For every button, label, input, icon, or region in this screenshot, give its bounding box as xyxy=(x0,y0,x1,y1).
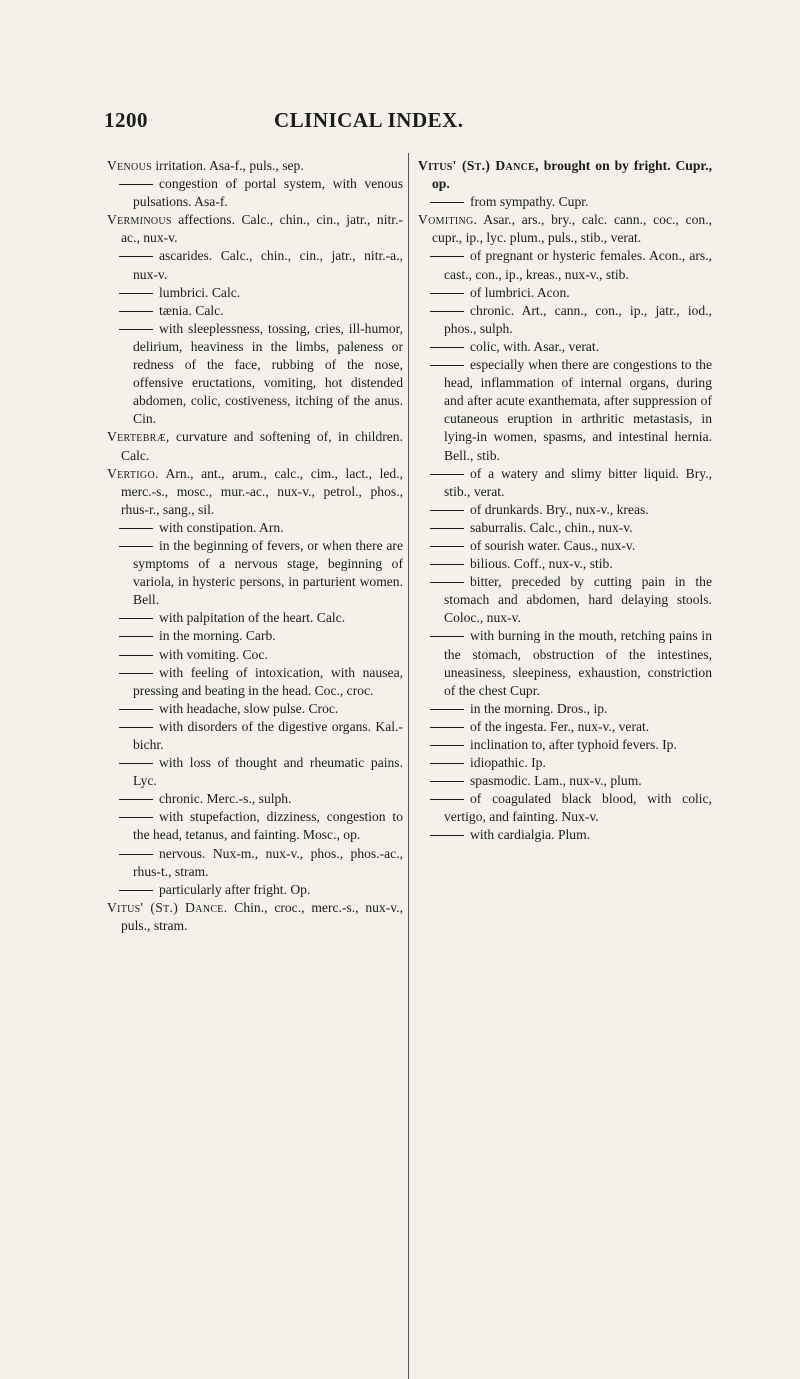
index-subentry xyxy=(418,826,712,844)
index-entry xyxy=(107,428,403,464)
index-subentry xyxy=(107,519,403,537)
index-subtext: of lumbrici. Acon. xyxy=(470,284,570,300)
index-subentry xyxy=(418,627,712,699)
index-entry xyxy=(107,899,403,935)
index-term: Venous xyxy=(107,158,152,173)
index-subentry xyxy=(418,718,712,736)
index-subentry xyxy=(107,664,403,700)
index-text: curvature and softening of, in children. Calc. xyxy=(121,429,403,463)
index-subentry xyxy=(107,754,403,790)
index-subtext: of the ingesta. Fer., nux-v., verat. xyxy=(470,718,650,734)
index-text: Chin., croc., merc.-s., nux-v., puls., stram. xyxy=(121,899,403,933)
index-subentry xyxy=(107,247,403,283)
index-subtext: in the morning. Carb. xyxy=(159,628,276,644)
index-subtext: especially when there are congestions to the head, inflammation of internal organs, during and after acute exanthemata, after suppression of cutaneous eruption in arthritic metastasis, in lying-in women, spasms, and intestinal hernia. Bell., stib. xyxy=(444,357,712,463)
index-subentry xyxy=(418,754,712,772)
index-subentry xyxy=(418,573,712,627)
index-subtext: of pregnant or hysteric females. Acon., ars., cast., con., ip., kreas., nux-v., stib. xyxy=(444,248,712,282)
index-entry xyxy=(107,465,403,519)
index-entry xyxy=(418,157,712,193)
index-subentry xyxy=(107,537,403,609)
index-subentry xyxy=(107,609,403,627)
index-subentry xyxy=(107,790,403,808)
index-text: brought on by fright. Cupr., op. xyxy=(432,158,712,192)
index-subentry xyxy=(107,646,403,664)
index-subentry xyxy=(107,320,403,429)
index-subtext: in the morning. Dros., ip. xyxy=(470,700,608,716)
index-subtext: with constipation. Arn. xyxy=(159,519,284,535)
index-subtext: bilious. Coff., nux-v., stib. xyxy=(470,556,613,572)
page-number: 1200 xyxy=(104,108,148,132)
index-subtext: of drunkards. Bry., nux-v., kreas. xyxy=(470,501,649,517)
index-subtext: tænia. Calc. xyxy=(159,302,224,318)
index-entry xyxy=(107,157,403,175)
index-subentry xyxy=(107,175,403,211)
index-subentry xyxy=(418,537,712,555)
index-entry xyxy=(418,211,712,247)
index-subentry xyxy=(418,302,712,338)
index-subtext: of coagulated black blood, with colic, vertigo, and fainting. Nux-v. xyxy=(444,791,712,825)
left-column xyxy=(107,157,403,935)
index-subtext: from sympathy. Cupr. xyxy=(470,194,589,210)
index-subentry xyxy=(107,808,403,844)
index-subentry xyxy=(418,790,712,826)
index-subentry xyxy=(418,736,712,754)
index-subtext: of a watery and slimy bitter liquid. Bry., stib., verat. xyxy=(444,465,712,499)
index-subtext: idiopathic. Ip. xyxy=(470,755,546,771)
index-subtext: with palpitation of the heart. Calc. xyxy=(159,610,346,626)
index-subentry xyxy=(107,845,403,881)
index-subtext: congestion of portal system, with venous pulsations. Asa-f. xyxy=(133,176,403,210)
index-term: Vertigo. xyxy=(107,465,159,481)
index-subentry xyxy=(107,700,403,718)
index-subentry xyxy=(418,465,712,501)
index-subtext: colic, with. Asar., verat. xyxy=(470,338,600,354)
index-subentry xyxy=(418,356,712,465)
index-term: Vitus' (St.) Dance, xyxy=(418,158,539,173)
index-subentry xyxy=(418,772,712,790)
index-subentry xyxy=(107,627,403,645)
index-subtext: chronic. Merc.-s., sulph. xyxy=(159,791,292,807)
index-subtext: with sleeplessness, tossing, cries, ill-humor, delirium, heaviness in the limbs, paleness or redness of the face, rubbing of the nose, offensive eructations, vomiting, hot distended abdomen, colic, costiveness, itching of the anus. Cin. xyxy=(133,320,403,427)
index-subtext: with vomiting. Coc. xyxy=(159,646,268,662)
index-subtext: with headache, slow pulse. Croc. xyxy=(159,700,339,716)
page-title: CLINICAL INDEX. xyxy=(274,108,464,132)
index-subtext: with loss of thought and rheumatic pains. Lyc. xyxy=(133,755,403,789)
index-subentry xyxy=(418,193,712,211)
index-term: Vitus' (St.) Dance. xyxy=(107,899,228,915)
index-subtext: with stupefaction, dizziness, congestion to the head, tetanus, and fainting. Mosc., op. xyxy=(133,809,403,843)
index-subentry xyxy=(418,247,712,283)
index-term: Vertebræ, xyxy=(107,429,170,445)
index-subtext: bitter, preceded by cutting pain in the stomach and abdomen, hard delaying stools. Coloc., nux-v. xyxy=(444,574,712,626)
index-subentry xyxy=(107,284,403,302)
column-divider xyxy=(408,153,409,1379)
right-column xyxy=(418,157,712,845)
index-subtext: spasmodic. Lam., nux-v., plum. xyxy=(470,773,642,789)
index-subentry xyxy=(418,555,712,573)
index-subentry xyxy=(418,501,712,519)
index-term: Vomiting. xyxy=(418,212,478,228)
index-subtext: with disorders of the digestive organs. Kal.-bichr. xyxy=(133,718,403,752)
index-subtext: nervous. Nux-m., nux-v., phos., phos.-ac., rhus-t., stram. xyxy=(133,845,403,879)
index-text: affections. Calc., chin., cin., jatr., nitr.-ac., nux-v. xyxy=(121,212,403,246)
index-subtext: inclination to, after typhoid fevers. Ip. xyxy=(470,737,677,752)
index-subentry xyxy=(418,284,712,302)
index-subtext: chronic. Art., cann., con., ip., jatr., iod., phos., sulph. xyxy=(444,302,712,336)
index-entry xyxy=(107,211,403,247)
index-text: Arn., ant., arum., calc., cim., lact., led., merc.-s., mosc., mur.-ac., nux-v., petrol., phos., rhus-r., sang., sil. xyxy=(121,465,403,517)
index-subtext: with cardialgia. Plum. xyxy=(470,827,591,843)
index-subtext: lumbrici. Calc. xyxy=(159,284,241,300)
index-subtext: saburralis. Calc., chin., nux-v. xyxy=(470,519,633,535)
index-term: Verminous xyxy=(107,212,172,228)
index-subtext: in the beginning of fevers, or when there are symptoms of a nervous stage, beginning of variola, in hysteric persons, in parturient women. Bell. xyxy=(133,537,403,608)
index-subentry xyxy=(418,700,712,718)
index-subentry xyxy=(107,302,403,320)
index-subentry xyxy=(418,338,712,356)
index-subentry xyxy=(418,519,712,537)
index-subtext: with burning in the mouth, retching pains in the stomach, obstruction of the intestines, uneasiness, sleepiness, exhaustion, constriction of the chest Cupr. xyxy=(444,628,712,698)
index-subtext: of sourish water. Caus., nux-v. xyxy=(470,537,636,553)
index-subtext: particularly after fright. Op. xyxy=(159,881,311,897)
index-text: Asar., ars., bry., calc. cann., coc., con., cupr., ip., lyc. plum., puls., stib., verat. xyxy=(432,212,712,246)
index-subtext: with feeling of intoxication, with nausea, pressing and beating in the head. Coc., croc. xyxy=(133,664,403,698)
index-subentry xyxy=(107,881,403,899)
index-subentry xyxy=(107,718,403,754)
index-text: irritation. Asa-f., puls., sep. xyxy=(151,158,304,173)
index-subtext: ascarides. Calc., chin., cin., jatr., nitr.-a., nux-v. xyxy=(133,248,403,282)
